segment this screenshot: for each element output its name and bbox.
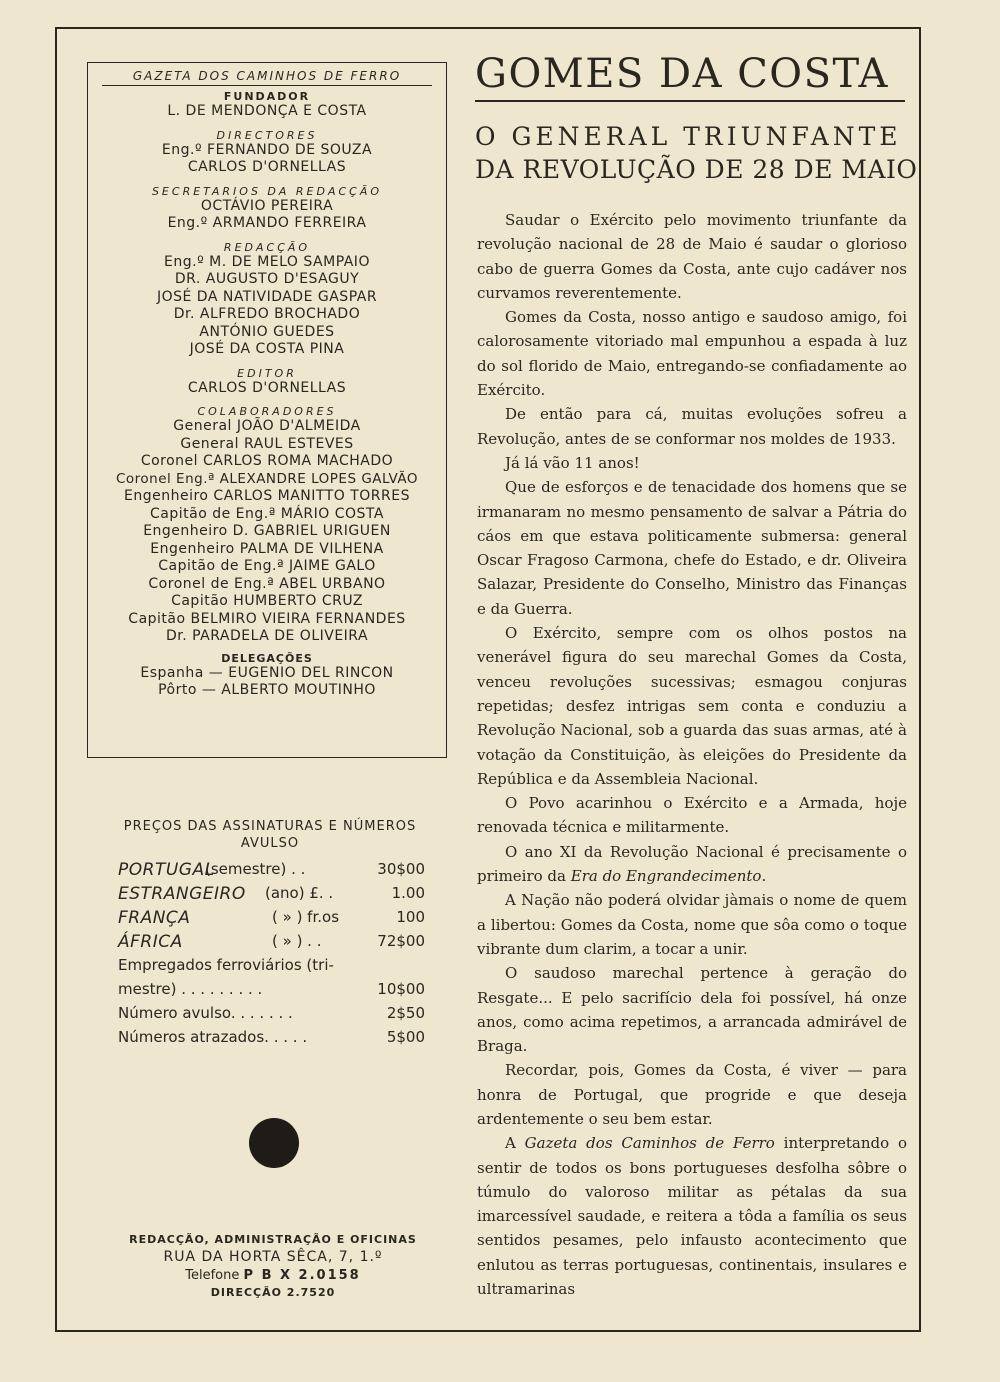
article-subtitle: O GENERAL TRIUNFANTE [475,122,902,151]
price-period: ( » ) fr.os [272,908,340,926]
address-line: REDACÇÃO, ADMINISTRAÇÃO E OFICINAS [129,1233,417,1246]
price-row [95,882,445,906]
secretario-name: Eng.º ARMANDO FERREIRA [167,215,367,231]
fundador-label: FUNDADOR [223,90,311,103]
phone-number: P B X 2.0158 [243,1268,361,1283]
price-label: FRANÇA [118,908,191,928]
article-paragraph: O saudoso marechal pertence à geração do Resgate... E pelo sacrifício dela foi possível, há onze anos, como acima repetimos, a arrancada admirável de Braga. [477,964,907,1056]
prices-section [95,818,445,1050]
price-row [95,1026,445,1050]
colaborador-name: General RAUL ESTEVES [180,435,354,452]
price-row [95,978,445,1002]
masthead-box [87,62,447,758]
price-period: (ano) £. . [265,884,334,902]
colaborador-name: Engenheiro CARLOS MANITTO TORRES [123,488,410,504]
colaborador-name: Engenheiro D. GABRIEL URIGUEN [143,523,391,539]
price-value: 30$00 [377,860,425,878]
secretario-name: OCTÁVIO PEREIRA [200,197,334,214]
redaccao-name: JOSÉ DA NATIVIDADE GASPAR [156,288,378,305]
price-row [95,930,445,954]
colaborador-name: Engenheiro PALMA DE VILHENA [150,540,384,557]
colaborador-name: Capitão de Eng.ª JAIME GALO [158,558,376,574]
redaccao-name: ANTÓNIO GUEDES [199,323,335,340]
price-label: PORTUGAL [118,860,215,880]
article-paragraph: Saudar o Exército pelo movimento triunfante da revolução nacional de 28 de Maio é saudar o glorioso cabo de guerra Gomes da Costa, ante cujo cadáver nos curvamos reverentemente. [477,211,907,302]
price-row [95,954,445,978]
article-paragraph: O Exército, sempre com os olhos postos na venerável figura do seu marechal Gomes da Costa, venceu revoluções sucessivas; esmagou conjuras repetidas; desfez intrigas sem conta e conduziu a Revolução Nacional, sob a guarda das suas armas, até à votação da Constituição, às eleições do Presidente da República e da Assembleia Nacional. [477,624,907,788]
article-paragraph: A Nação não poderá olvidar jàmais o nome de quem a libertou: Gomes da Costa, nome que sôa como o toque vibrante dum clarim, a tocar a unir. [477,891,907,958]
colaborador-name: General JOÃO D'ALMEIDA [173,418,361,434]
article-paragraph: De então para cá, muitas evoluções sofreu a Revolução, antes de se conformar nos moldes de 1933. [477,405,907,448]
colaborador-name: Capitão de Eng.ª MÁRIO COSTA [150,505,384,522]
delegacao-line: Pôrto — ALBERTO MOUTINHO [158,682,376,698]
price-value: 100 [396,908,425,926]
article-paragraph: Que de esforços e de tenacidade dos homens que se irmanaram no mesmo pensamento de salvar a Pátria do cáos em que estava politicamente submersa: general Oscar Fragoso Carmona, chefe do Estado, e dr. Oliveira Salazar, Presidente do Conselho, Ministro das Finanças e da Guerra. [477,478,907,618]
price-value: 10$00 [377,980,425,998]
price-value: 2$50 [386,1004,425,1022]
prices-title: PREÇOS DAS ASSINATURAS E NÚMEROS AVULSO [123,819,417,851]
delegacao-line: Espanha — EUGENIO DEL RINCON [140,664,394,681]
article-paragraph: Recordar, pois, Gomes da Costa, é viver — para honra de Portugal, que progride e que deseja ardentemente o seu bem estar. [477,1061,907,1128]
redaccao-name: DR. AUGUSTO D'ESAGUY [174,271,360,287]
price-label: Número avulso. . . . . . . [118,1004,293,1022]
article-paragraph: Gomes da Costa, nosso antigo e saudoso amigo, foi calorosamente vitoriado mal empunhou a espada à luz do sol florido de Maio, entregando-se confiadamente ao Exército. [477,308,907,400]
article-title: GOMES DA COSTA [475,52,905,102]
masthead-title: GAZETA DOS CAMINHOS DE FERRO [102,69,432,86]
colaborador-name: Coronel de Eng.ª ABEL URBANO [148,575,386,592]
phone-label: Telefone [185,1268,240,1283]
price-label: ESTRANGEIRO [118,884,246,904]
ink-blot [249,1118,299,1168]
price-label: Números atrazados. . . . . [118,1028,308,1046]
article-paragraph: O Povo acarinhou o Exército e a Armada, hoje renovada técnica e militarmente. [477,794,907,837]
price-value: 72$00 [377,932,425,950]
redaccao-name: Dr. ALFREDO BROCHADO [173,306,361,322]
redaccao-name: JOSÉ DA COSTA PINA [189,341,345,357]
article-headline [475,51,918,184]
director-name: CARLOS D'ORNELLAS [187,159,347,175]
colaboradores-label: COLABORADORES [197,405,337,418]
price-row [95,1002,445,1026]
article-paragraph: O ano XI da Revolução Nacional é precisamente o primeiro da Era do Engrandecimento. [477,842,907,886]
price-row [95,906,445,930]
era-emphasis: Era do Engrandecimento [570,867,762,886]
price-label: Empregados ferroviários (tri- [118,956,334,974]
price-row [95,858,445,882]
editor-name: CARLOS D'ORNELLAS [187,379,347,396]
redaccao-label: REDACÇÃO [223,240,311,254]
colaborador-name: Capitão HUMBERTO CRUZ [171,593,363,609]
article-paragraph: A Gazeta dos Caminhos de Ferro interpretando o sentir de todos os bons portugueses desfolha sôbre o túmulo do valoroso militar as pétalas da sua imarcessível saudade, e reitera a tôda a família os seus sentidos pesames, pelo infausto acontecimento que enlutou as terras portuguesas, continentais, insulares e ultramarinas [477,1134,907,1299]
director-name: Eng.º FERNANDO DE SOUZA [161,141,373,158]
colaborador-name: Coronel Eng.ª ALEXANDRE LOPES GALVÃO [115,470,419,487]
price-label: ÁFRICA [118,932,183,952]
article-body [477,208,907,1301]
editor-label: EDITOR [237,366,297,380]
fundador-name: L. DE MENDONÇA E COSTA [167,103,367,119]
price-period: (semestre) . . [205,860,306,878]
colaborador-name: Capitão BELMIRO VIEIRA FERNANDES [128,610,406,627]
price-period: ( » ) . . [272,932,322,950]
article-subtitle: DA REVOLUÇÃO DE 28 DE MAIO [475,155,918,184]
price-value: 1.00 [391,884,425,902]
address-line: RUA DA HORTA SÊCA, 7, 1.º [163,1249,383,1265]
secretarios-label: SECRETARIOS DA REDACÇÃO [151,184,383,198]
address-line: DIRECÇÃO 2.7520 [210,1286,336,1299]
colaborador-name: Coronel CARLOS ROMA MACHADO [140,453,394,469]
colaborador-name: Dr. PARADELA DE OLIVEIRA [165,628,369,644]
directores-label: DIRECTORES [216,128,318,142]
gazeta-emphasis: Gazeta dos Caminhos de Ferro [524,1134,775,1153]
redaccao-name: Eng.º M. DE MELO SAMPAIO [164,253,370,270]
address-block [98,1233,448,1299]
price-value: 5$00 [386,1028,425,1046]
price-label: mestre) . . . . . . . . . [118,980,263,998]
delegacoes-label: DELEGAÇÕES [221,651,313,665]
article-paragraph: Já lá vão 11 anos! [505,453,640,472]
phone-line [98,1268,448,1283]
